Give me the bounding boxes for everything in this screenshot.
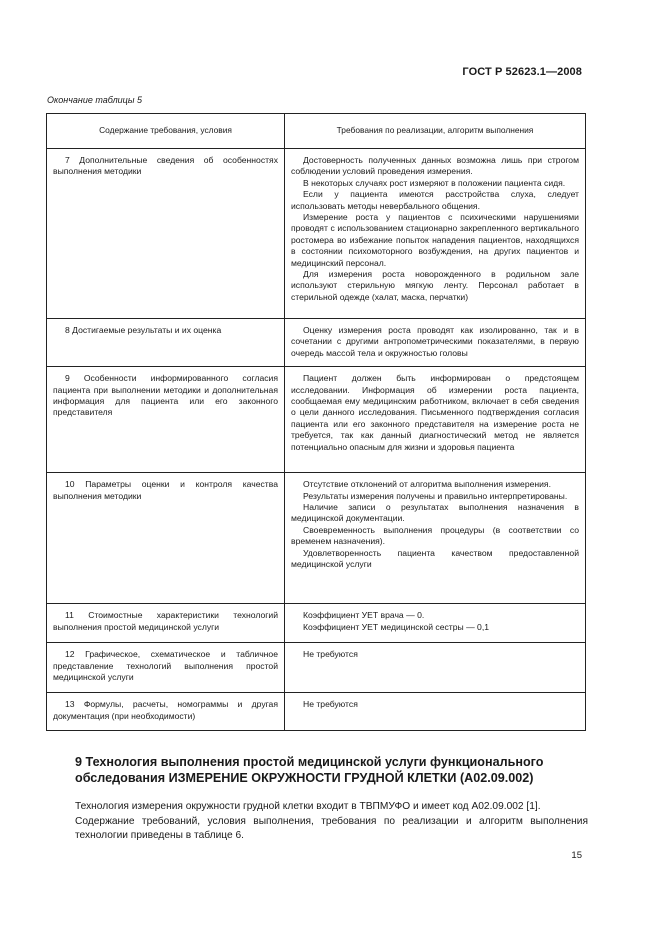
table-header-row <box>47 114 586 149</box>
table-row <box>47 149 586 319</box>
cell-paragraph: Коэффициент УЕТ медицинской сестры — 0,1 <box>303 621 489 632</box>
requirement-cell: 10 Параметры оценки и контроля качества выполнения методики <box>47 473 285 604</box>
section-body <box>75 800 588 843</box>
document-id: ГОСТ Р 52623.1—2008 <box>462 66 582 78</box>
cell-paragraph: Не требуются <box>303 699 358 710</box>
table-row <box>47 367 586 473</box>
requirement-cell: 7 Дополнительные сведения об особенностях выполнения методики <box>47 149 285 319</box>
table-row <box>47 473 586 604</box>
implementation-cell <box>285 149 586 319</box>
cell-paragraph: Коэффициент УЕТ врача — 0. <box>303 610 425 621</box>
cell-paragraph: Измерение роста у пациентов с психическими нарушениями проводят с использованием стационарно закрепленного вертикального ростомера во избежание попыток нападения пациентов, находящихся в состоянии психомоторного возбуждения, на других пациентов и медицинский персонал. <box>291 212 579 268</box>
table-caption: Окончание таблицы 5 <box>47 95 142 105</box>
column-header: Требования по реализации, алгоритм выполнения <box>285 114 586 149</box>
cell-paragraph: Отсутствие отклонений от алгоритма выполнения измерения. <box>303 479 551 490</box>
cell-paragraph: Своевременность выполнения процедуры (в соответствии со временем назначения). <box>291 524 579 547</box>
table-row <box>47 693 586 731</box>
table-row <box>47 604 586 643</box>
requirement-cell: 13 Формулы, расчеты, номограммы и другая документация (при необходимости) <box>47 693 285 731</box>
cell-paragraph: Результаты измерения получены и правильно интерпретированы. <box>303 490 568 501</box>
section-heading: 9 Технология выполнения простой медицинской услуги функционального обследования ИЗМЕРЕНИЕ ОКРУЖНОСТИ ГРУДНОЙ КЛЕТКИ (А02.09.002) <box>75 755 544 785</box>
implementation-cell <box>285 367 586 473</box>
body-paragraph: Содержание требований, условия выполнения, требования по реализации и алгоритм выполнения технологии приведены в таблице 6. <box>75 816 588 841</box>
cell-paragraph: Достоверность полученных данных возможна лишь при строгом соблюдении условий проведения измерения. <box>291 155 579 177</box>
cell-paragraph: Для измерения роста новорожденного в родильном зале используют стерильную мягкую ленту. Персонал работает в стерильной одежде (халат, маска, перчатки) <box>291 269 579 302</box>
implementation-cell <box>285 693 586 731</box>
implementation-cell <box>285 643 586 693</box>
requirements-table <box>46 113 586 731</box>
requirement-cell: 11 Стоимостные характеристики технологий выполнения простой медицинской услуги <box>47 604 285 643</box>
body-paragraph: Технология измерения окружности грудной клетки входит в ТВПМУФО и имеет код А02.09.002 [1]. <box>75 801 541 812</box>
cell-paragraph: Наличие записи о результатах выполнения назначения в медицинской документации. <box>291 502 579 524</box>
cell-paragraph: Если у пациента имеются расстройства слуха, следует использовать методы невербального общения. <box>291 189 579 211</box>
implementation-cell <box>285 473 586 604</box>
cell-paragraph: Оценку измерения роста проводят как изолированно, так и в сочетании с другими антропометрическими показателями, в первую очередь массой тела и окружностью головы <box>291 325 579 358</box>
cell-paragraph: В некоторых случаях рост измеряют в положении пациента сидя. <box>303 177 566 188</box>
table-row <box>47 643 586 693</box>
implementation-cell <box>285 604 586 643</box>
implementation-cell <box>285 319 586 367</box>
requirement-cell: 9 Особенности информированного согласия пациента при выполнении методики и дополнительная информация для пациента или его законного представителя <box>47 367 285 473</box>
requirement-cell: 8 Достигаемые результаты и их оценка <box>47 319 285 367</box>
requirement-cell: 12 Графическое, схематическое и табличное представление технологий выполнения простой медицинской услуги <box>47 643 285 693</box>
column-header: Содержание требования, условия <box>47 114 285 149</box>
cell-paragraph: Удовлетворенность пациента качеством предоставленной медицинской услуги <box>291 547 579 570</box>
cell-paragraph: Пациент должен быть информирован о предстоящем исследовании. Информация об измерении роста пациента, сообщаемая ему медицинским работником, включает в себя сведения о цели данного исследования. Письменного подтверждения согласия пациента или его законного представителя на измерение роста не требуется, так как данный диагностический метод не является потенциально опасным для жизни и здоровья пациента <box>291 373 579 452</box>
table-row <box>47 319 586 367</box>
page-number: 15 <box>571 850 582 861</box>
cell-paragraph: Не требуются <box>303 649 358 660</box>
